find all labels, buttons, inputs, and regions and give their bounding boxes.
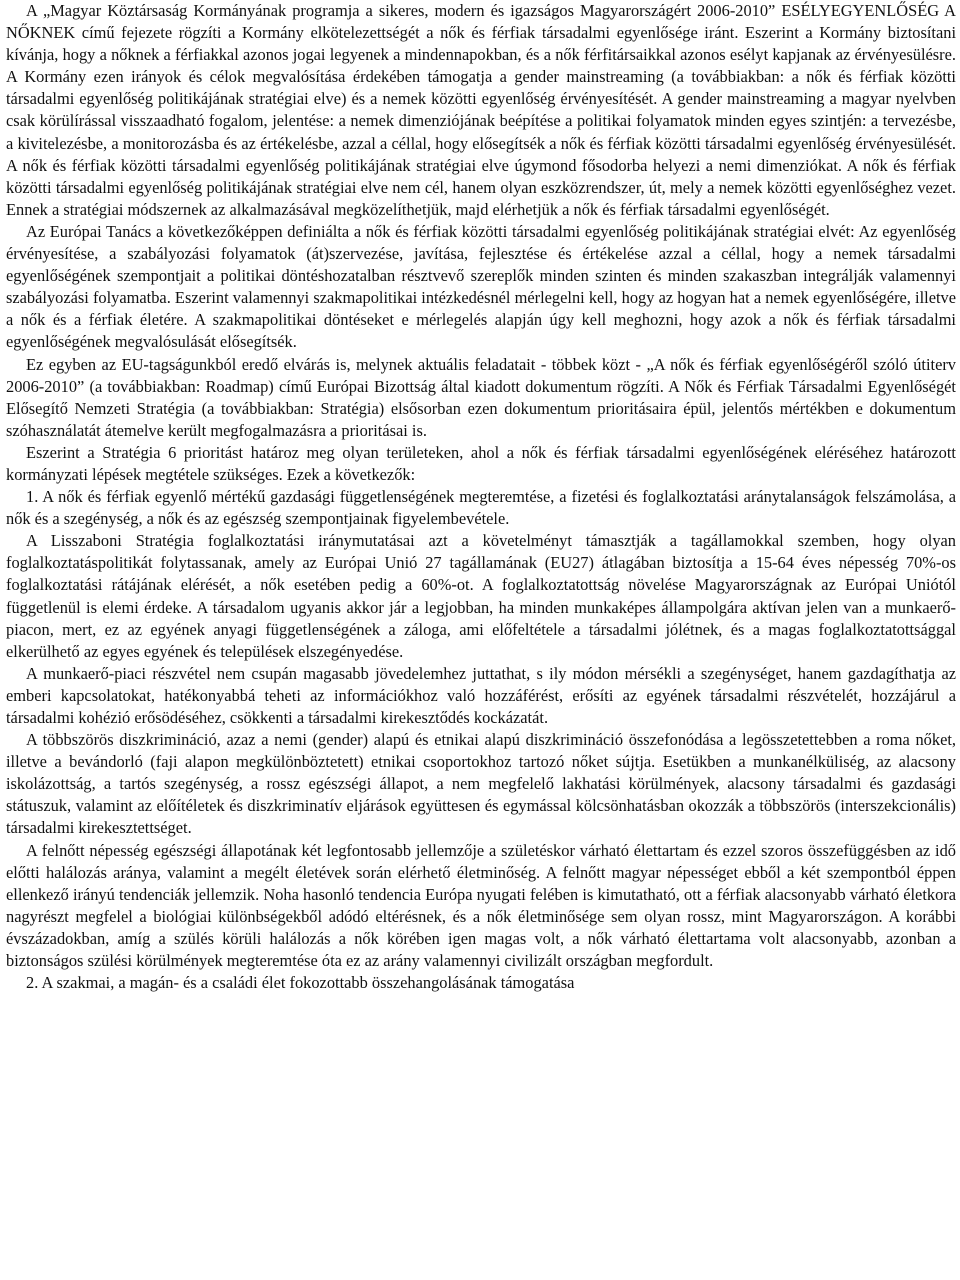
priority-item-1: 1. A nők és férfiak egyenlő mértékű gazdasági függetlenségének megteremtése, a fizetési és foglalkoztatási aránytalanságok felszámolása, a nők és a szegénység, a nők és az egészség szempontjainak figyelembevétele. [6,487,956,529]
paragraph-discrimination: A többszörös diszkrimináció, azaz a nemi (gender) alapú és etnikai alapú diszkrimináció összefonódása a legösszetettebben a roma nőket, illetve a bevándorló (faji alapon megkülönböztetett) etnikai csoportokhoz tartozó nőket sújtja. Esetükben a munkanélküliség, az alacsony iskolázottság, a tartós szegénység, a rossz egészségi állapot, a nem megfelelő lakhatási körülmények, alacsony társadalmi és gazdasági státuszuk, valamint az előítéletek és diszkriminatív eljárások együttesen és egymással kölcsönhatásban okozzák a többszörös (interszekcionális) társadalmi kirekesztettséget. [6,730,956,838]
paragraph-health: A felnőtt népesség egészségi állapotának két legfontosabb jellemzője a születéskor várható élettartam és ezzel szoros összefüggésben az idő előtti halálozás aránya, valamint a megélt életévek során elérhető életminőség. A felnőtt magyar népességet ebből a két szempontból éppen ellenkező irányú tendenciák jellemzik. Noha hasonló tendencia Európa nyugati felében is kimutatható, ott a férfiak alacsonyabb várható életkora nagyrészt megfelel a biológiai különbségekből adódó eltérésnek, és a nők életminősége sem olyan rossz, mint Magyarországon. A korábbi évszázadokban, amíg a szülés körüli halálozás a nők körében igen magas volt, a nők várható élettartama volt alacsonyabb, azonban a biztonságos szülési körülmények megteremtése óta ez az arány valamennyi civilizált országban megfordult. [6,840,956,971]
paragraph-labour-market: A munkaerő-piaci részvétel nem csupán magasabb jövedelemhez juttathat, s ily módon mérsékli a szegénységet, hanem gazdagíthatja az emberi kapcsolatokat, hatékonyabbá teheti az információkhoz való hozzáférést, erősíti az egyének társadalmi részvételét, hozzájárul a társadalmi kohézió erősödéséhez, csökkenti a társadalmi kirekesztődés kockázatát. [6,663,956,727]
document-page [6,0,956,1280]
paragraph-intro: A „Magyar Köztársaság Kormányának programja a sikeres, modern és igazságos Magyarországért 2006-2010” ESÉLYEGYENLŐSÉG A NŐKNEK című fejezete rögzíti a Kormány elkötelezettségét a nők és férfiak társadalmi egyenlősége iránt. Eszerint a Kormány biztosítani kívánja, hogy a nőknek a férfiakkal azonos jogai legyenek a mindennapokban, és a nők férfitársaikkal azonos esélyt kapjanak az érvényesülésre. A Kormány ezen irányok és célok megvalósítása érdekében támogatja a gender mainstreaming (a továbbiakban: a nők és férfiak közötti társadalmi egyenlőség politikájának stratégiai elve) és a nemek közötti egyenlőség érvényesítését. A gender mainstreaming a magyar nyelvben csak körülírással visszaadható fogalom, jelentése: a nemek dimenziójának beépítése a politikai folyamatok minden egyes szintjén: a tervezésbe, a kivitelezésbe, a monitorozásba és az értékelésbe, azzal a céllal, hogy elősegítsék a nők és férfiak közötti társadalmi egyenlőség érvényesülését. A nők és férfiak közötti társadalmi egyenlőség politikájának stratégiai elve úgymond fősodorba helyezi a nemi dimenziókat. A nők és férfiak közötti társadalmi egyenlőség politikájának stratégiai elve nem cél, hanem olyan eszközrendszer, út, mely a nemek közötti egyenlőséghez vezet. Ennek a stratégiai módszernek az alkalmazásával megközelíthetjük, majd elérhetjük a nők és férfiak társadalmi egyenlőségét. [6,1,956,219]
paragraph-eu-membership: Ez egyben az EU-tagságunkból eredő elvárás is, melynek aktuális feladatait - többek közt - „A nők és férfiak egyenlőségéről szóló útiterv 2006-2010” (a továbbiakban: Roadmap) című Európai Bizottság által kiadott dokumentum rögzíti. A Nők és Férfiak Társadalmi Egyenlőségét Elősegítő Nemzeti Stratégia (a továbbiakban: Stratégia) elsősorban ezen dokumentum prioritásaira épül, jelentős mértékben e dokumentum szóhasználatát átemelve került megfogalmazásra a prioritásai is. [6,354,956,440]
paragraph-european-council: Az Európai Tanács a következőképpen definiálta a nők és férfiak közötti társadalmi egyenlőség politikájának stratégiai elvét: Az egyenlőség érvényesítése, a szabályozási folyamatok (át)szervezése, javítása, fejlesztése és értékelése azzal a céllal, hogy a nemek társadalmi egyenlőségének szempontjait a politikai döntéshozatalban résztvevő szereplők minden szinten és minden szakaszban integrálják valamennyi szabályozási folyamatba. Eszerint valamennyi szakmapolitikai intézkedésnél mérlegelni kell, hogy az hogyan hat a nemek egyenlőségére, illetve a nők és a férfiak életére. A szakmapolitikai döntéseket e mérlegelés alapján úgy kell meghozni, hogy azok a nők és férfiak társadalmi egyenlőségének megvalósulását elősegítsék. [6,221,956,352]
paragraph-priorities: Eszerint a Stratégia 6 prioritást határoz meg olyan területeken, ahol a nők és férfiak társadalmi egyenlőségének eléréséhez határozott kormányzati lépések megtétele szükséges. Ezek a következők: [6,442,956,484]
priority-item-2: 2. A szakmai, a magán- és a családi élet fokozottabb összehangolásának támogatása [26,973,575,993]
paragraph-lisbon-strategy: A Lisszaboni Stratégia foglalkoztatási iránymutatásai azt a követelményt támasztják a tagállamokkal szemben, hogy olyan foglalkoztatáspolitikát folytassanak, amely az Európai Unió 27 tagállamának (EU27) átlagában biztosítja a 15-64 éves népesség 70%-os foglalkoztatási rátájának elérését, a nők esetében pedig a 60%-ot. A foglalkoztatottság növelése Magyarországnak az Európai Uniótól függetlenül is elemi érdeke. A társadalom ugyanis akkor jár a legjobban, ha minden munkaképes állampolgára aktívan jelen van a munkaerő-piacon, mert, ez az egyének anyagi függetlenségének a záloga, ami előfeltétele a társadalmi jólétnek, és a magas foglalkoztatottsággal elkerülhető az egyes egyének és települések elszegényedése. [6,531,956,661]
